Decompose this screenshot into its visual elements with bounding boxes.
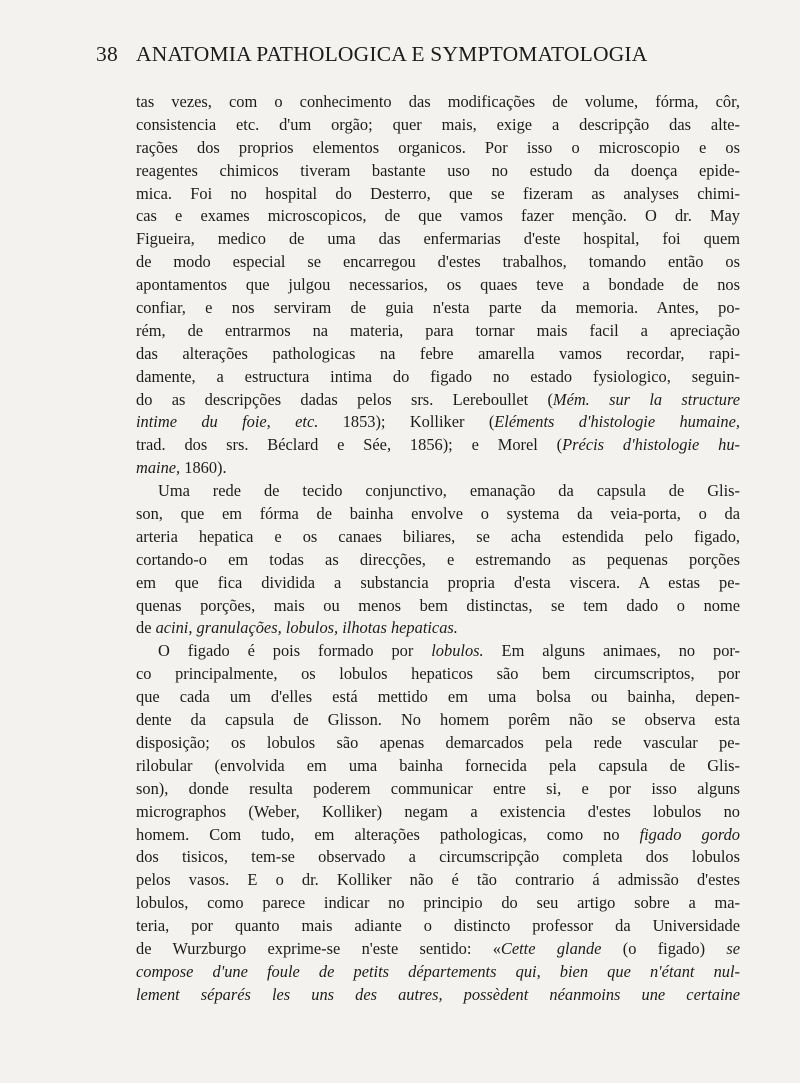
italic-run: lement séparés les uns des autres, possèdent néanmoins une certaine [136,984,740,1004]
text-line [136,411,740,434]
text-run: reagentes chimicos tiveram bastante uso no estudo da doença epide- [136,160,740,180]
italic-run: intime du foie, etc. [136,412,319,432]
text-line [136,984,740,1007]
text-line [136,640,740,663]
text-line [136,526,740,549]
text-line [136,709,740,732]
text-line [136,961,740,984]
text-run: arteria hepatica e os canaes biliares, se acha estendida pelo figado, [136,526,740,546]
italic-run: lobulos. [431,641,484,661]
text-line [136,663,740,686]
text-run: son), donde resulta poderem communicar entre si, e por isso alguns [136,778,740,798]
text-line [136,572,740,595]
text-run: lobulos, como parece indicar no principio do seu artigo sobre a ma- [136,893,740,913]
text-run: cas e exames microscopicos, de que vamos fazer menção. O dr. May [136,206,740,226]
text-line [136,457,740,480]
text-run: pelos vasos. E o dr. Kolliker não é tão contrario á admissão d'estes [136,870,740,890]
text-run: confiar, e nos serviram de guia n'esta parte da memoria. Antes, po- [136,298,740,318]
text-line [136,503,740,526]
text-run: homem. Com tudo, em alterações pathologicas, como no [136,824,640,844]
text-run: Uma rede de tecido conjunctivo, emanação da capsula de Glis- [158,481,740,501]
italic-run: Cette glande [500,938,602,958]
text-line [136,915,740,938]
text-run: em que fica dividida a substancia propria d'esta viscera. A estas pe- [136,572,740,592]
text-run: dos tisicos, tem-se observado a circumscripção completa dos lobulos [136,847,740,867]
text-line [136,183,740,206]
text-run: das alterações pathologicas na febre amarella vamos recordar, rapi- [136,343,740,363]
text-line [136,389,740,412]
text-run: damente, a estructura intima do figado no estado fysiologico, seguin- [136,366,740,386]
text-run: do as descripções dadas pelos srs. Lereboullet ( [136,389,553,409]
text-run: 1860). [180,458,227,478]
text-run: trad. dos srs. Béclard e Sée, 1856); e Morel ( [136,435,563,455]
italic-run: figado gordo [639,824,740,844]
text-line [136,160,740,183]
italic-run: Précis d'histologie hu- [562,435,740,455]
text-line [136,228,740,251]
text-run: (o figado) [601,938,727,958]
italic-run: acini, granulações, lobulos, ilhotas hepaticas. [155,618,458,638]
text-run: tas vezes, com o conhecimento das modificações de volume, fórma, côr, [136,92,740,111]
italic-run: maine, [136,458,181,478]
text-run: que cada um d'elles está mettido em uma bolsa ou bainha, depen- [136,687,740,707]
text-run: son, que em fórma de bainha envolve o systema da veia-porta, o da [136,504,740,524]
text-line [136,91,740,114]
text-line [136,892,740,915]
text-line [136,801,740,824]
text-run: micrographos (Weber, Kolliker) negam a existencia d'estes lobulos no [136,801,740,821]
text-run: rém, de entrarmos na materia, para tornar mais facil a apreciação [136,320,740,340]
italic-run: compose d'une foule de petits départements qui, bien que n'étant nul- [136,961,740,981]
text-run: cortando-o em todas as direcções, e estremando as pequenas porções [136,549,740,569]
text-line [136,434,740,457]
text-run: co principalmente, os lobulos hepaticos são bem circumscriptos, por [136,664,740,684]
page-header [96,42,756,74]
text-line [136,846,740,869]
text-run: Figueira, medico de uma das enfermarias d'este hospital, foi quem [136,229,740,249]
text-line [136,778,740,801]
text-run: rações dos proprios elementos organicos. Por isso o microscopio e os [136,137,740,157]
text-line [136,480,740,503]
text-run: rilobular (envolvida em uma bainha fornecida pela capsula de Glis- [136,755,740,775]
text-run: quenas porções, mais ou menos bem distinctas, se tem dado o nome [136,595,740,615]
italic-run: se [726,938,740,958]
body-text [136,91,740,1007]
text-run: de modo especial se encarregou d'estes trabalhos, tomando então os [136,252,740,272]
text-run: apontamentos que julgou necessarios, os quaes teve a bondade de nos [136,275,740,295]
text-run: mica. Foi no hospital do Desterro, que se fizeram as analyses chimi- [136,183,740,203]
text-line [136,938,740,961]
text-line [136,205,740,228]
text-line [136,251,740,274]
text-line [136,297,740,320]
text-line [136,366,740,389]
text-run: teria, por quanto mais adiante o distincto professor da Universidade [136,916,740,936]
text-run: de Wurzburgo exprime-se n'este sentido: « [136,938,501,958]
text-run: Em alguns animaes, no por- [483,641,740,661]
page-number: 38 [96,42,118,66]
text-run: disposição; os lobulos são apenas demarcados pela rede vascular pe- [136,732,740,752]
text-run: consistencia etc. d'um orgão; quer mais, exige a descripção das alte- [136,114,740,134]
text-line [136,686,740,709]
text-line [136,320,740,343]
text-line [136,824,740,847]
text-run: O figado é pois formado por [158,641,432,661]
italic-run: Eléments d'histologie humaine, [494,412,740,432]
text-line [136,617,740,640]
text-line [136,595,740,618]
text-run: de [136,618,156,638]
text-line [136,137,740,160]
text-run: dente da capsula de Glisson. No homem porêm não se observa esta [136,710,740,730]
text-run: 1853); Kolliker ( [318,412,495,432]
text-line [136,343,740,366]
text-line [136,869,740,892]
text-line [136,274,740,297]
text-line [136,114,740,137]
running-title: ANATOMIA PATHOLOGICA E SYMPTOMATOLOGIA [136,42,648,66]
text-line [136,549,740,572]
text-line [136,732,740,755]
text-line [136,755,740,778]
italic-run: Mém. sur la structure [552,389,740,409]
